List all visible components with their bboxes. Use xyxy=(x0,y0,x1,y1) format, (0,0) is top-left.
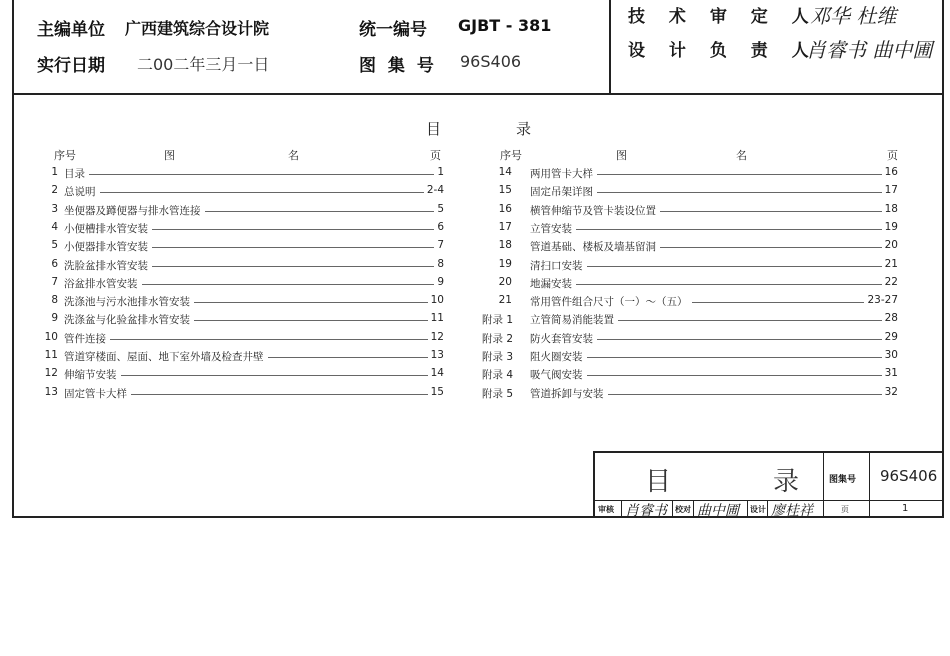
toc-row xyxy=(28,349,444,365)
tb-divider xyxy=(823,453,824,518)
atlas-value: 96S406 xyxy=(460,52,522,71)
toc-row-number: 19 xyxy=(498,257,512,270)
toc-row-number: 18 xyxy=(498,239,512,252)
header-divider xyxy=(609,0,611,93)
toc-row-leader xyxy=(530,284,889,285)
toc-row-name: 目录 xyxy=(64,166,89,181)
toc-row-number: 5 xyxy=(51,239,58,252)
toc-row xyxy=(482,184,898,200)
toc-row-name: 洗涤盆与化验盆排水管安装 xyxy=(64,312,194,327)
code-value: GJBT - 381 xyxy=(458,16,552,35)
reviewer-signature: 邓华 杜维 xyxy=(810,4,897,28)
toc-row-name: 洗脸盆排水管安装 xyxy=(64,258,152,273)
tb-review-signature: 肖睿书 xyxy=(625,503,667,519)
tb-atlas-label: 图集号 xyxy=(829,475,857,485)
toc-row xyxy=(482,294,898,310)
tb-divider xyxy=(869,453,870,518)
toc-row-number: 附录 1 xyxy=(482,314,514,327)
tb-atlas-value: 96S406 xyxy=(880,467,938,485)
toc-row xyxy=(28,386,444,402)
toc-row-page: 18 xyxy=(882,203,898,215)
toc-row-page: 23-27 xyxy=(864,294,898,306)
toc-row-leader xyxy=(64,174,434,175)
toc-row-number: 16 xyxy=(498,202,512,215)
toc-row-number: 附录 4 xyxy=(482,369,514,382)
toc-row-leader xyxy=(64,192,434,193)
toc-row xyxy=(482,331,898,347)
toc-row xyxy=(482,367,898,383)
code-label: 统一编号 xyxy=(359,20,427,40)
toc-row xyxy=(482,386,898,402)
toc-row-number: 3 xyxy=(51,202,58,215)
toc-row-name: 小便器排水管安装 xyxy=(64,239,152,254)
left-col-no: 序号 xyxy=(54,149,76,162)
toc-row-number: 1 xyxy=(51,166,58,178)
toc-row-number: 附录 2 xyxy=(482,332,514,345)
tb-review-label: 审核 xyxy=(598,505,614,514)
toc-row-page: 13 xyxy=(428,349,444,361)
toc-row-page: 9 xyxy=(434,276,444,288)
toc-row-name: 立管简易消能装置 xyxy=(530,312,618,327)
toc-row-page: 15 xyxy=(428,386,444,398)
toc-row-page: 8 xyxy=(434,258,444,270)
toc-row xyxy=(28,331,444,347)
designer-label: 设 计 负 责 人 xyxy=(628,41,818,61)
toc-row-page: 17 xyxy=(882,184,898,196)
toc-row-leader xyxy=(530,229,889,230)
toc-row-name: 管道拆卸与安装 xyxy=(530,386,608,401)
toc-row-page: 28 xyxy=(882,312,898,324)
tb-divider xyxy=(747,500,748,518)
toc-row-number: 20 xyxy=(498,275,512,288)
toc-row-number: 8 xyxy=(51,294,58,307)
toc-row-name: 管道基础、楼板及墙基留洞 xyxy=(530,239,660,254)
toc-row xyxy=(482,312,898,328)
toc-row-name: 阻火圈安装 xyxy=(530,349,587,364)
right-col-page: 页 xyxy=(887,149,898,162)
tb-divider xyxy=(693,500,694,518)
toc-row xyxy=(482,166,898,182)
tb-page-label: 页 xyxy=(841,505,849,514)
toc-row xyxy=(28,312,444,328)
toc-row-page: 29 xyxy=(882,331,898,343)
toc-row xyxy=(28,258,444,274)
toc-row xyxy=(28,294,444,310)
tb-divider xyxy=(621,500,622,518)
toc-row-page: 19 xyxy=(882,221,898,233)
drawing-sheet xyxy=(12,0,944,518)
tb-divider xyxy=(672,500,673,518)
toc-row-page: 11 xyxy=(428,312,444,324)
toc-row-name: 常用管件组合尺寸（一）～（五） xyxy=(530,294,692,309)
toc-row-name: 立管安装 xyxy=(530,221,576,236)
toc-row-number: 2 xyxy=(51,184,58,197)
designer-signature: 肖睿书 曲中圃 xyxy=(806,38,933,62)
toc-row-number: 14 xyxy=(498,166,512,178)
toc-row-number: 13 xyxy=(44,385,58,398)
toc-row-name: 伸缩节安装 xyxy=(64,367,121,382)
sheet-header xyxy=(14,0,942,95)
toc-row-name: 洗涤池与污水池排水管安装 xyxy=(64,294,194,309)
toc-row xyxy=(482,258,898,274)
toc-row-page: 22 xyxy=(882,276,898,288)
toc-row-number: 附录 5 xyxy=(482,387,514,400)
toc-row xyxy=(482,349,898,365)
tb-divider xyxy=(767,500,768,518)
date-value: 二00二年三月一日 xyxy=(137,55,270,74)
org-value: 广西建筑综合设计院 xyxy=(125,19,270,38)
toc-row-name: 管道穿楼面、屋面、地下室外墙及检查井壁 xyxy=(64,349,268,364)
toc-row-name: 固定吊架详图 xyxy=(530,184,597,199)
toc-row-number: 7 xyxy=(51,275,58,288)
toc-row xyxy=(28,166,444,182)
toc-row xyxy=(28,239,444,255)
left-col-name-a: 图 xyxy=(164,149,175,162)
reviewer-label: 技 术 审 定 人 xyxy=(628,7,818,27)
toc-row-page: 10 xyxy=(428,294,444,306)
toc-row-page: 20 xyxy=(882,239,898,251)
toc-row-name: 两用管卡大样 xyxy=(530,166,597,181)
toc-row-page: 14 xyxy=(428,367,444,379)
toc-row-number: 6 xyxy=(51,257,58,270)
toc-row-page: 6 xyxy=(434,221,444,233)
toc-row-number: 15 xyxy=(498,184,512,197)
tb-title-left: 目 xyxy=(645,467,672,497)
toc-row-page: 12 xyxy=(428,331,444,343)
right-col-no: 序号 xyxy=(500,149,522,162)
tb-check-signature: 曲中圃 xyxy=(697,503,739,519)
toc-row xyxy=(482,276,898,292)
toc-row-number: 9 xyxy=(51,312,58,325)
toc-row xyxy=(28,367,444,383)
toc-row xyxy=(28,184,444,200)
toc-row-name: 总说明 xyxy=(64,184,100,199)
toc-row-number: 11 xyxy=(44,349,58,361)
toc-row-page: 7 xyxy=(434,239,444,251)
toc-row xyxy=(28,276,444,292)
toc-row xyxy=(28,221,444,237)
date-label: 实行日期 xyxy=(37,56,105,76)
tb-check-label: 校对 xyxy=(675,505,691,514)
toc-row-page: 5 xyxy=(434,203,444,215)
toc-row-page: 2-4 xyxy=(424,184,444,196)
toc-row-page: 31 xyxy=(882,367,898,379)
toc-row-name: 固定管卡大样 xyxy=(64,386,131,401)
toc-row-name: 横管伸缩节及管卡装设位置 xyxy=(530,203,660,218)
toc-row xyxy=(28,203,444,219)
toc-title-right: 录 xyxy=(516,120,532,138)
toc-row-page: 21 xyxy=(882,258,898,270)
toc-row xyxy=(482,239,898,255)
toc-row-name: 坐便器及蹲便器与排水管连接 xyxy=(64,203,205,218)
toc-row-number: 21 xyxy=(498,294,512,307)
toc-row-name: 防火套管安装 xyxy=(530,331,597,346)
toc-row-leader xyxy=(64,339,434,340)
toc-row-page: 16 xyxy=(882,166,898,178)
toc-row xyxy=(482,203,898,219)
atlas-label: 图 集 号 xyxy=(359,56,437,76)
right-col-name-a: 图 xyxy=(616,149,627,162)
toc-row-number: 4 xyxy=(51,220,58,233)
toc-row-name: 管件连接 xyxy=(64,331,110,346)
tb-title-right: 录 xyxy=(773,467,800,497)
toc-row-number: 17 xyxy=(498,220,512,233)
tb-design-signature: 廖桂祥 xyxy=(771,503,813,519)
left-col-name-b: 名 xyxy=(288,149,299,162)
toc-row-number: 10 xyxy=(44,330,58,343)
toc-row-name: 浴盆排水管安装 xyxy=(64,276,142,291)
right-col-name-b: 名 xyxy=(736,149,747,162)
toc-row xyxy=(482,221,898,237)
toc-row-number: 附录 3 xyxy=(482,351,514,363)
toc-row-name: 地漏安装 xyxy=(530,276,576,291)
toc-row-page: 30 xyxy=(882,349,898,361)
left-col-page: 页 xyxy=(430,149,441,162)
toc-row-name: 小便槽排水管安装 xyxy=(64,221,152,236)
toc-title-left: 目 xyxy=(426,120,442,138)
toc-row-name: 吸气阀安装 xyxy=(530,367,587,382)
tb-design-label: 设计 xyxy=(750,505,766,514)
tb-page-value: 1 xyxy=(902,503,909,514)
toc-row-page: 32 xyxy=(882,386,898,398)
toc-row-number: 12 xyxy=(44,367,58,380)
title-block xyxy=(593,451,944,518)
toc-row-name: 清扫口安装 xyxy=(530,258,587,273)
org-label: 主编单位 xyxy=(37,20,105,40)
toc-row-page: 1 xyxy=(434,166,444,178)
